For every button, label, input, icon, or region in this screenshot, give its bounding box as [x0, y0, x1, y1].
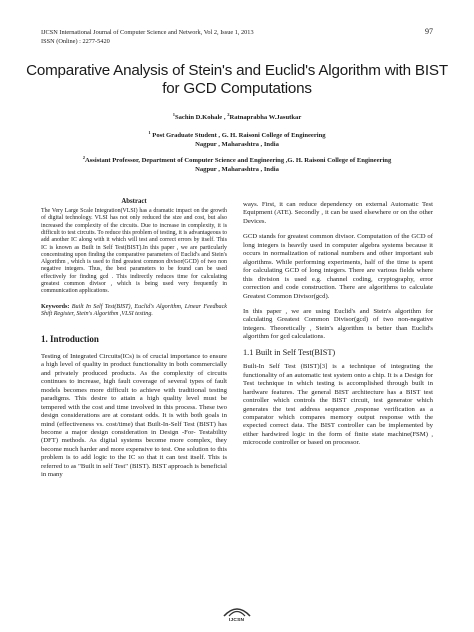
affiliation2-superscript: 2 — [82, 155, 85, 160]
paragraph-ate: ways. First, it can reduce dependency on external Automatic Test Equipment (ATE). Secondly , it can be used elsewhere or on the other Devices. — [243, 201, 433, 225]
affiliation1-line1: Post Graduate Student , G. H. Raisoni College of Engineering — [150, 132, 326, 140]
journal-logo — [222, 604, 252, 618]
author2-superscript: 2 — [227, 112, 230, 117]
page-number: 97 — [425, 27, 433, 36]
keywords — [41, 304, 227, 319]
right-column — [243, 201, 433, 455]
journal-line: IJCSN International Journal of Computer Science and Network, Vol 2, Issue 1, 2013 — [41, 29, 254, 36]
paragraph-bist: Built-In Self Test (BIST)[3] is a technique of integrating the functionality of an automatic test system onto a chip. It is a Design for Test technique in which testing is accomplished through built in hardware features. The general BIST architecture has a BIST test controller which controls the BIST circuit, test generator which generates the test address sequence ,response verification as a comparator which compares memory output response with the expected correct data. The BIST controller can be implemented by either hardwired logic in the form of finite state machine(FSM) , microcode controller or based on processor. — [243, 363, 433, 447]
paper-title: Comparative Analysis of Stein's and Euclid's Algorithm with BIST for GCD Computations — [26, 62, 448, 97]
left-column — [41, 198, 227, 487]
author2-name: Ratnaprabha W.Jasutkar — [229, 114, 302, 122]
keywords-text: Built In Self Test(BIST), Euclid's Algorithm, Linear Feedback Shift Register, Stein's Algorithm ,VLSI testing. — [41, 303, 227, 318]
author1-name: Sachin D.Kohale , — [174, 114, 228, 122]
affiliation-1 — [0, 128, 474, 149]
issn-line: ISSN (Online) : 2277-5420 — [41, 38, 110, 45]
paragraph-algorithms: In this paper , we are using Euclid's and Stein's algorithm for calculating Greatest Common Divisor(gcd) of two non-negative integers. Theoretically , Stein's algorithm is better than Euclid's algorithm for gcd calculations. — [243, 307, 433, 341]
paragraph-gcd: GCD stands for greatest common divisor. Computation of the GCD of long integers is heavily used in computer algebra systems because it occurs in normalization of rational numbers and other important sub algorithms. While performing experiments, half of the time is spent for calculating GCD of long integers. There are various fields where this division is used e.g. channel coding, cryptography, error correction and code construction. There are algorithms to calculate Greatest Common Divisor(gcd). — [243, 233, 433, 300]
affiliation-2 — [0, 153, 474, 174]
section-heading-introduction: 1. Introduction — [41, 333, 99, 344]
abstract-text: The Very Large Scale Integration(VLSI) has a dramatic impact on the growth of digital technology. VLSI has not only reduced the size and cost, but also increased the complexity of the circuits. Due to increase in complexity, it is difficult to test circuits. To reduce this problem of testing, it is advantageous to add another IC along with it which will test and correct errors by itself. This IC is known as Built in Self Test(BIST).In this paper , we are particularly concentrating upon finding the comparative parameters of Euclid's and Stein's Algorithm , which is used to find greatest common divisor(GCD) of two non negative integers. Thus, the best parameters to be found can be used effectively for finding gcd . This indirectly reduces time for calculating greatest common divisor , which is being used very frequently in communication applications. — [41, 208, 227, 295]
abstract-heading: Abstract — [121, 198, 147, 205]
running-header — [41, 28, 254, 46]
introduction-paragraph: Testing of Integrated Circuits(ICs) is of crucial importance to ensure a high level of quality in product functionality in both commercially and privately produced products. As the complexity of circuits continues to increase, high fault coverage of several types of fault models becomes more difficult to achieve with traditional testing paradigms. This desire to attain a high quality level must be tempered with the cost and time involved in this process. These two design considerations are at constant odds. It is with both goals in mind (effectiveness vs. cost/time) that Built-In-Self Test (BIST) has become a major design consideration in Design -For- Testability (DFT) methods. As digital systems become more complex, they become much harder and more expensive to test. One solution to this problem is to add logic to the IC so that it can test itself. This is referred to as "Built in self Test" (BIST). BIST approach is beneficial in many — [41, 352, 227, 479]
author1-superscript: 1 — [172, 112, 175, 117]
affiliation1-superscript: 1 — [148, 130, 151, 135]
journal-logo-text: IJCSN — [229, 618, 245, 623]
affiliation1-line2: Nagpur , Maharashtra , India — [195, 141, 279, 149]
keywords-label: Keywords: — [41, 303, 70, 310]
affiliation2-line2: Nagpur , Maharashtra , India — [195, 166, 279, 174]
subsection-heading-bist: 1.1 Built in Self Test(BIST) — [243, 347, 336, 357]
authors — [0, 112, 474, 121]
affiliation2-line1: Assistant Professor, Department of Computer Science and Engineering ,G. H. Raisoni College of Engineering — [84, 157, 392, 165]
